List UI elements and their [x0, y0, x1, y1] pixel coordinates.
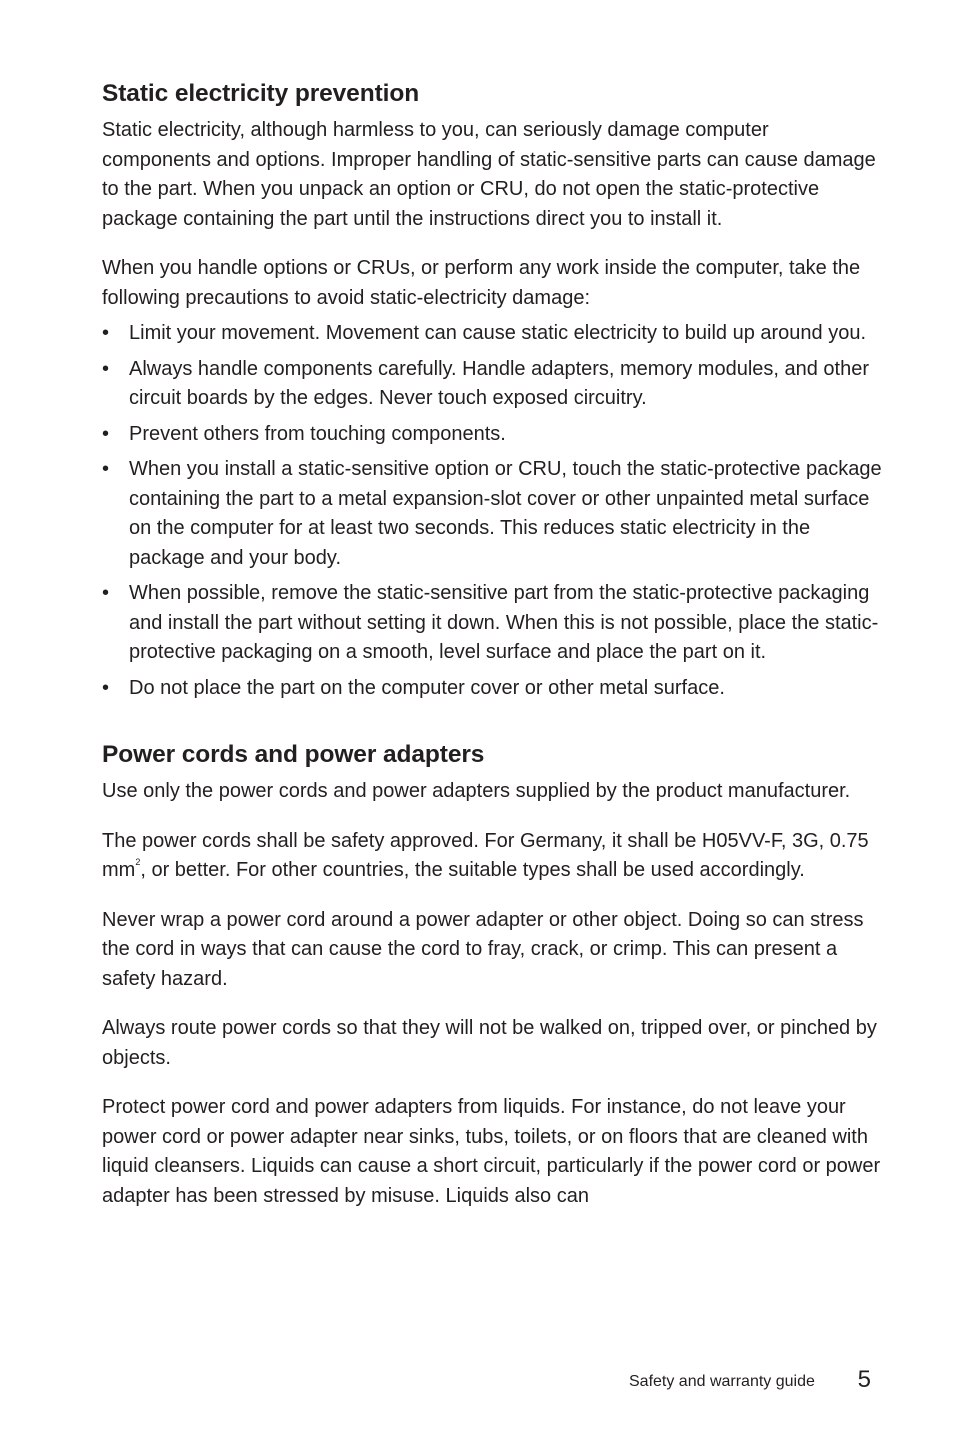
bullet-icon: •: [102, 322, 110, 344]
list-item: [102, 319, 882, 349]
bullet-icon: •: [102, 676, 110, 699]
paragraph-text: The power cords shall be safety approved. For Germany, it shall be H05VV-F, 3G, 0.75 mm: [102, 829, 869, 881]
bullet-icon: •: [102, 582, 110, 604]
power-cords-section: [102, 739, 882, 1211]
paragraph-text: , or better. For other countries, the suitable types shall be used accordingly.: [140, 859, 805, 881]
section-heading: Power cords and power adapters: [102, 741, 485, 768]
list-item-text: When you install a static-sensitive option or CRU, touch the static-protective package containing the part to a metal expansion-slot cover or other unpainted metal surface on the computer for at least two seconds. This reduces static electricity in the package and your body.: [129, 458, 882, 569]
paragraph: Protect power cord and power adapters from liquids. For instance, do not leave your power cord or power adapter near sinks, tubs, toilets, or on floors that are cleaned with liquid cleansers. Liquids can cause a short circuit, particularly if the power cord or power adapter has been stressed by misuse. Liquids also can: [102, 1096, 881, 1207]
list-item-text: Prevent others from touching components.: [129, 422, 506, 445]
list-item-text: When possible, remove the static-sensitive part from the static-protective packaging and install the part without setting it down. When this is not possible, place the static-protective packaging on a smooth, level surface and place the part on it.: [129, 582, 879, 663]
page-number: 5: [857, 1366, 871, 1393]
bullet-icon: •: [102, 357, 110, 380]
list-item: [102, 355, 882, 414]
paragraph: Never wrap a power cord around a power adapter or other object. Doing so can stress the cord in ways that can cause the cord to fray, crack, or crimp. This can present a safety hazard.: [102, 908, 864, 990]
list-item-text: Limit your movement. Movement can cause static electricity to build up around you.: [129, 322, 867, 344]
list-item: [102, 420, 882, 450]
list-item-text: Do not place the part on the computer cover or other metal surface.: [129, 676, 725, 699]
paragraph: Static electricity, although harmless to you, can seriously damage computer components and options. Improper handling of static-sensitive parts can cause damage to the part. When you unpack an option or CRU, do not open the static-protective package containing the part until the instructions direct you to install it.: [102, 119, 876, 230]
document-page: [102, 78, 882, 1231]
list-item-text: Always handle components carefully. Handle adapters, memory modules, and other circuit boards by the edges. Never touch exposed circuitry.: [129, 357, 870, 409]
paragraph: Use only the power cords and power adapters supplied by the product manufacturer.: [102, 780, 851, 802]
list-item: [102, 674, 882, 704]
precautions-list: [102, 319, 882, 703]
page-footer: [629, 1366, 874, 1396]
paragraph: When you handle options or CRUs, or perform any work inside the computer, take the following precautions to avoid static-electricity damage:: [102, 257, 861, 309]
section-heading: Static electricity prevention: [102, 80, 420, 107]
list-item: [102, 455, 882, 573]
list-item: [102, 579, 882, 668]
footer-title: Safety and warranty guide: [629, 1373, 815, 1390]
static-electricity-section: [102, 78, 882, 703]
paragraph: [102, 827, 882, 886]
paragraph: Always route power cords so that they will not be walked on, tripped over, or pinched by objects.: [102, 1017, 877, 1069]
superscript: 2: [135, 857, 141, 868]
bullet-icon: •: [102, 458, 110, 480]
bullet-icon: •: [102, 422, 110, 445]
